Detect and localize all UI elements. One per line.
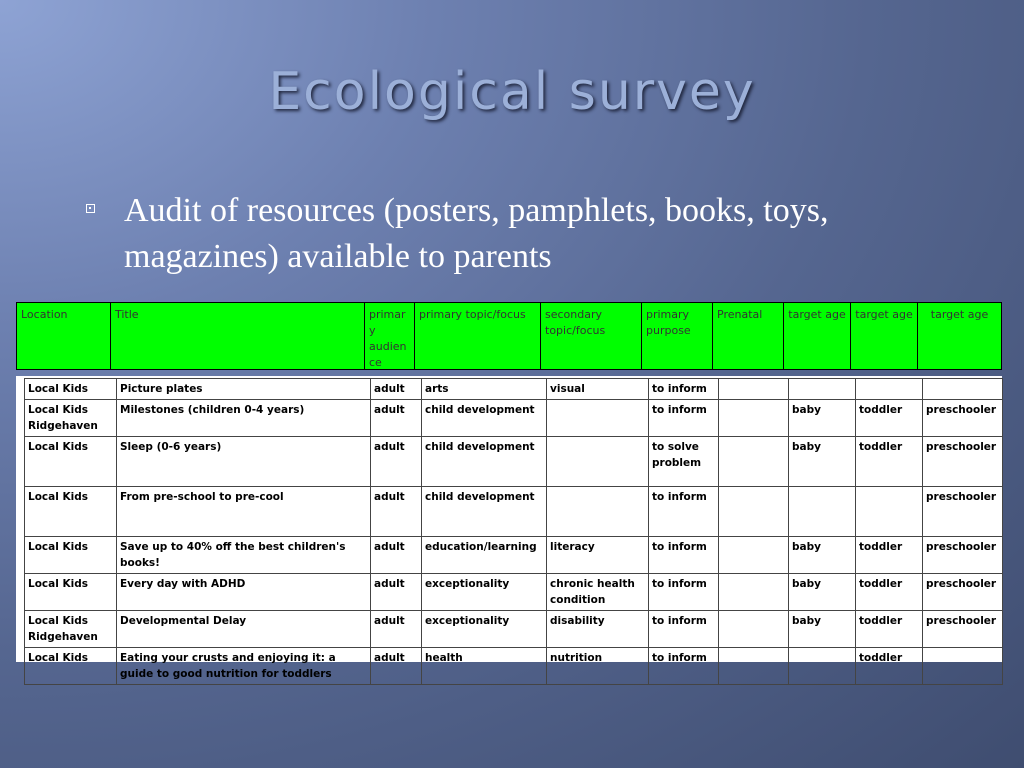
header-cell-secondary-topic: secondary topic/focus bbox=[541, 303, 642, 369]
cell-secondary-topic: visual bbox=[547, 379, 649, 400]
cell-prenatal bbox=[719, 574, 789, 611]
cell-location: Local Kids bbox=[25, 487, 117, 537]
cell-location: Local Kids bbox=[25, 574, 117, 611]
cell-title: Sleep (0-6 years) bbox=[117, 437, 371, 487]
cell-audience: adult bbox=[371, 611, 422, 648]
cell-secondary-topic bbox=[547, 400, 649, 437]
cell-target-age-2: toddler bbox=[856, 648, 923, 685]
cell-title: Developmental Delay bbox=[117, 611, 371, 648]
cell-primary-topic: child development bbox=[422, 437, 547, 487]
cell-primary-purpose: to inform bbox=[649, 574, 719, 611]
cell-target-age-3: preschooler bbox=[923, 400, 1003, 437]
table-header bbox=[16, 302, 1002, 370]
table-row bbox=[25, 611, 1003, 648]
cell-location: Local Kids bbox=[25, 379, 117, 400]
square-bullet-icon bbox=[86, 204, 95, 213]
table-row bbox=[25, 574, 1003, 611]
cell-target-age-3: preschooler bbox=[923, 574, 1003, 611]
cell-audience: adult bbox=[371, 574, 422, 611]
cell-secondary-topic: chronic health condition bbox=[547, 574, 649, 611]
cell-primary-topic: education/learning bbox=[422, 537, 547, 574]
cell-prenatal bbox=[719, 437, 789, 487]
cell-primary-purpose: to solve problem bbox=[649, 437, 719, 487]
cell-audience: adult bbox=[371, 400, 422, 437]
cell-prenatal bbox=[719, 537, 789, 574]
cell-target-age-3: preschooler bbox=[923, 437, 1003, 487]
header-cell-target-age-1: target age bbox=[784, 303, 851, 369]
cell-target-age-2: toddler bbox=[856, 574, 923, 611]
cell-primary-topic: arts bbox=[422, 379, 547, 400]
cell-prenatal bbox=[719, 611, 789, 648]
cell-target-age-2: toddler bbox=[856, 400, 923, 437]
slide-title: Ecological survey bbox=[268, 62, 756, 122]
cell-audience: adult bbox=[371, 487, 422, 537]
table-row bbox=[25, 487, 1003, 537]
cell-secondary-topic: literacy bbox=[547, 537, 649, 574]
cell-primary-topic: health bbox=[422, 648, 547, 685]
cell-target-age-2: toddler bbox=[856, 437, 923, 487]
cell-prenatal bbox=[719, 379, 789, 400]
resource-table bbox=[16, 376, 1002, 680]
cell-target-age-3: preschooler bbox=[923, 611, 1003, 648]
cell-audience: adult bbox=[371, 648, 422, 685]
cell-primary-purpose: to inform bbox=[649, 648, 719, 685]
cell-audience: adult bbox=[371, 437, 422, 487]
cell-target-age-3: preschooler bbox=[923, 487, 1003, 537]
cell-primary-purpose: to inform bbox=[649, 487, 719, 537]
cell-audience: adult bbox=[371, 537, 422, 574]
cell-primary-purpose: to inform bbox=[649, 400, 719, 437]
cell-primary-topic: child development bbox=[422, 487, 547, 537]
cell-location: Local Kids Ridgehaven bbox=[25, 611, 117, 648]
cell-secondary-topic bbox=[547, 487, 649, 537]
header-cell-prenatal: Prenatal bbox=[713, 303, 784, 369]
cell-target-age-1: baby bbox=[789, 537, 856, 574]
cell-target-age-1: baby bbox=[789, 611, 856, 648]
cell-target-age-3: preschooler bbox=[923, 537, 1003, 574]
header-cell-primary-topic: primary topic/focus bbox=[415, 303, 541, 369]
cell-primary-purpose: to inform bbox=[649, 537, 719, 574]
cell-secondary-topic: disability bbox=[547, 611, 649, 648]
bullet-text: Audit of resources (posters, pamphlets, books, toys, magazines) available to parents bbox=[124, 192, 829, 275]
table-row bbox=[25, 648, 1003, 685]
header-cell-target-age-2: target age bbox=[851, 303, 918, 369]
cell-title: Eating your crusts and enjoying it: a guide to good nutrition for toddlers bbox=[117, 648, 371, 685]
table-row bbox=[25, 537, 1003, 574]
cell-title: Save up to 40% off the best children's books! bbox=[117, 537, 371, 574]
header-cell-primary-purpose: primary purpose bbox=[642, 303, 713, 369]
cell-target-age-2: toddler bbox=[856, 611, 923, 648]
cell-title: Milestones (children 0-4 years) bbox=[117, 400, 371, 437]
cell-location: Local Kids bbox=[25, 537, 117, 574]
header-cell-audience: primar y audien ce bbox=[365, 303, 415, 369]
cell-primary-topic: exceptionality bbox=[422, 611, 547, 648]
cell-target-age-3 bbox=[923, 379, 1003, 400]
cell-target-age-2 bbox=[856, 379, 923, 400]
cell-title: From pre-school to pre-cool bbox=[117, 487, 371, 537]
cell-target-age-3 bbox=[923, 648, 1003, 685]
cell-target-age-2 bbox=[856, 487, 923, 537]
header-cell-target-age-3: target age bbox=[930, 308, 989, 321]
cell-target-age-1 bbox=[789, 487, 856, 537]
header-cell-location: Location bbox=[17, 303, 111, 369]
table-row bbox=[25, 400, 1003, 437]
cell-prenatal bbox=[719, 487, 789, 537]
cell-secondary-topic bbox=[547, 437, 649, 487]
cell-location: Local Kids bbox=[25, 437, 117, 487]
cell-primary-purpose: to inform bbox=[649, 611, 719, 648]
cell-primary-purpose: to inform bbox=[649, 379, 719, 400]
cell-prenatal bbox=[719, 400, 789, 437]
cell-prenatal bbox=[719, 648, 789, 685]
table-row bbox=[25, 437, 1003, 487]
cell-location: Local Kids Ridgehaven bbox=[25, 400, 117, 437]
cell-target-age-1 bbox=[789, 648, 856, 685]
cell-location: Local Kids bbox=[25, 648, 117, 685]
cell-primary-topic: child development bbox=[422, 400, 547, 437]
table-row bbox=[25, 379, 1003, 400]
cell-target-age-2: toddler bbox=[856, 537, 923, 574]
cell-title: Picture plates bbox=[117, 379, 371, 400]
cell-title: Every day with ADHD bbox=[117, 574, 371, 611]
cell-primary-topic: exceptionality bbox=[422, 574, 547, 611]
header-cell-title: Title bbox=[111, 303, 365, 369]
cell-secondary-topic: nutrition bbox=[547, 648, 649, 685]
cell-target-age-1: baby bbox=[789, 437, 856, 487]
resource-table-grid bbox=[24, 378, 1003, 685]
cell-target-age-1: baby bbox=[789, 574, 856, 611]
cell-target-age-1 bbox=[789, 379, 856, 400]
cell-target-age-1: baby bbox=[789, 400, 856, 437]
cell-audience: adult bbox=[371, 379, 422, 400]
